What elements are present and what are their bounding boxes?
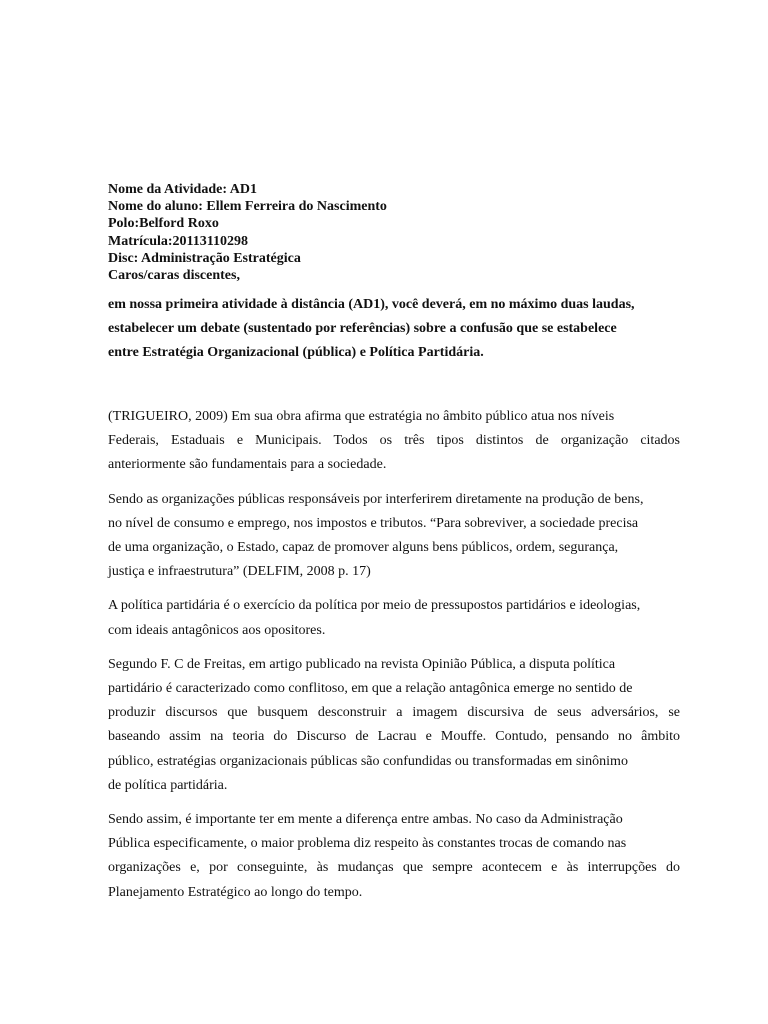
paragraph <box>108 488 680 585</box>
discipline: Disc: Administração Estratégica <box>108 251 301 266</box>
text-line: (TRIGUEIRO, 2009) Em sua obra afirma que estratégia no âmbito público atua nos níveis <box>108 409 615 424</box>
text-line: público, estratégias organizacionais públicas são confundidas ou transformadas em sinônimo <box>108 753 628 769</box>
text-line: anteriormente são fundamentais para a sociedade. <box>108 457 387 473</box>
greeting: Caros/caras discentes, <box>108 268 240 283</box>
text-line: de uma organização, o Estado, capaz de promover alguns bens públicos, ordem, segurança, <box>108 540 619 556</box>
document-header <box>108 181 668 284</box>
activity-name: Nome da Atividade: AD1 <box>108 182 257 197</box>
text-line: Sendo as organizações públicas responsáveis por interferirem diretamente na produção de bens, <box>108 491 644 507</box>
polo: Polo:Belford Roxo <box>108 216 219 231</box>
prompt-line: entre Estratégia Organizacional (pública) e Política Partidária. <box>108 345 484 360</box>
prompt-line: estabelecer um debate (sustentado por referências) sobre a confusão que se estabelece <box>108 321 617 336</box>
text-line: partidário é caracterizado como conflitoso, em que a relação antagônica emerge no sentido de <box>108 681 633 697</box>
paragraph <box>108 808 680 905</box>
text-line: com ideais antagônicos aos opositores. <box>108 622 326 638</box>
text-line: Segundo F. C de Freitas, em artigo publicado na revista Opinião Pública, a disputa política <box>108 656 616 672</box>
essay-body <box>108 405 680 915</box>
text-line: A política partidária é o exercício da política por meio de pressupostos partidários e ideologias, <box>108 598 641 614</box>
assignment-prompt <box>108 293 683 365</box>
text-line: de política partidária. <box>108 777 228 793</box>
student-name: Nome do aluno: Ellem Ferreira do Nascimento <box>108 199 387 214</box>
text-line: Pública especificamente, o maior problema diz respeito às constantes trocas de comando nas <box>108 836 627 852</box>
text-line: baseando assim na teoria do Discurso de Lacrau e Mouffe. Contudo, pensando no âmbito <box>108 729 680 745</box>
text-line: organizações e, por conseguinte, às mudanças que sempre acontecem e às interrupções do <box>108 860 680 876</box>
text-line: Planejamento Estratégico ao longo do tempo. <box>108 884 363 900</box>
matricula: Matrícula:20113110298 <box>108 234 248 249</box>
paragraph <box>108 653 680 798</box>
text-line: no nível de consumo e emprego, nos impostos e tributos. “Para sobreviver, a sociedade precisa <box>108 515 639 531</box>
text-line: justiça e infraestrutura” (DELFIM, 2008 p. 17) <box>108 564 371 580</box>
paragraph <box>108 594 680 642</box>
prompt-line: em nossa primeira atividade à distância (AD1), você deverá, em no máximo duas laudas, <box>108 297 635 312</box>
paragraph <box>108 405 680 478</box>
text-line: produzir discursos que busquem desconstruir a imagem discursiva de seus adversários, se <box>108 705 680 721</box>
text-line: Sendo assim, é importante ter em mente a diferença entre ambas. No caso da Administração <box>108 812 623 828</box>
text-line: Federais, Estaduais e Municipais. Todos os três tipos distintos de organização citados <box>108 433 680 449</box>
